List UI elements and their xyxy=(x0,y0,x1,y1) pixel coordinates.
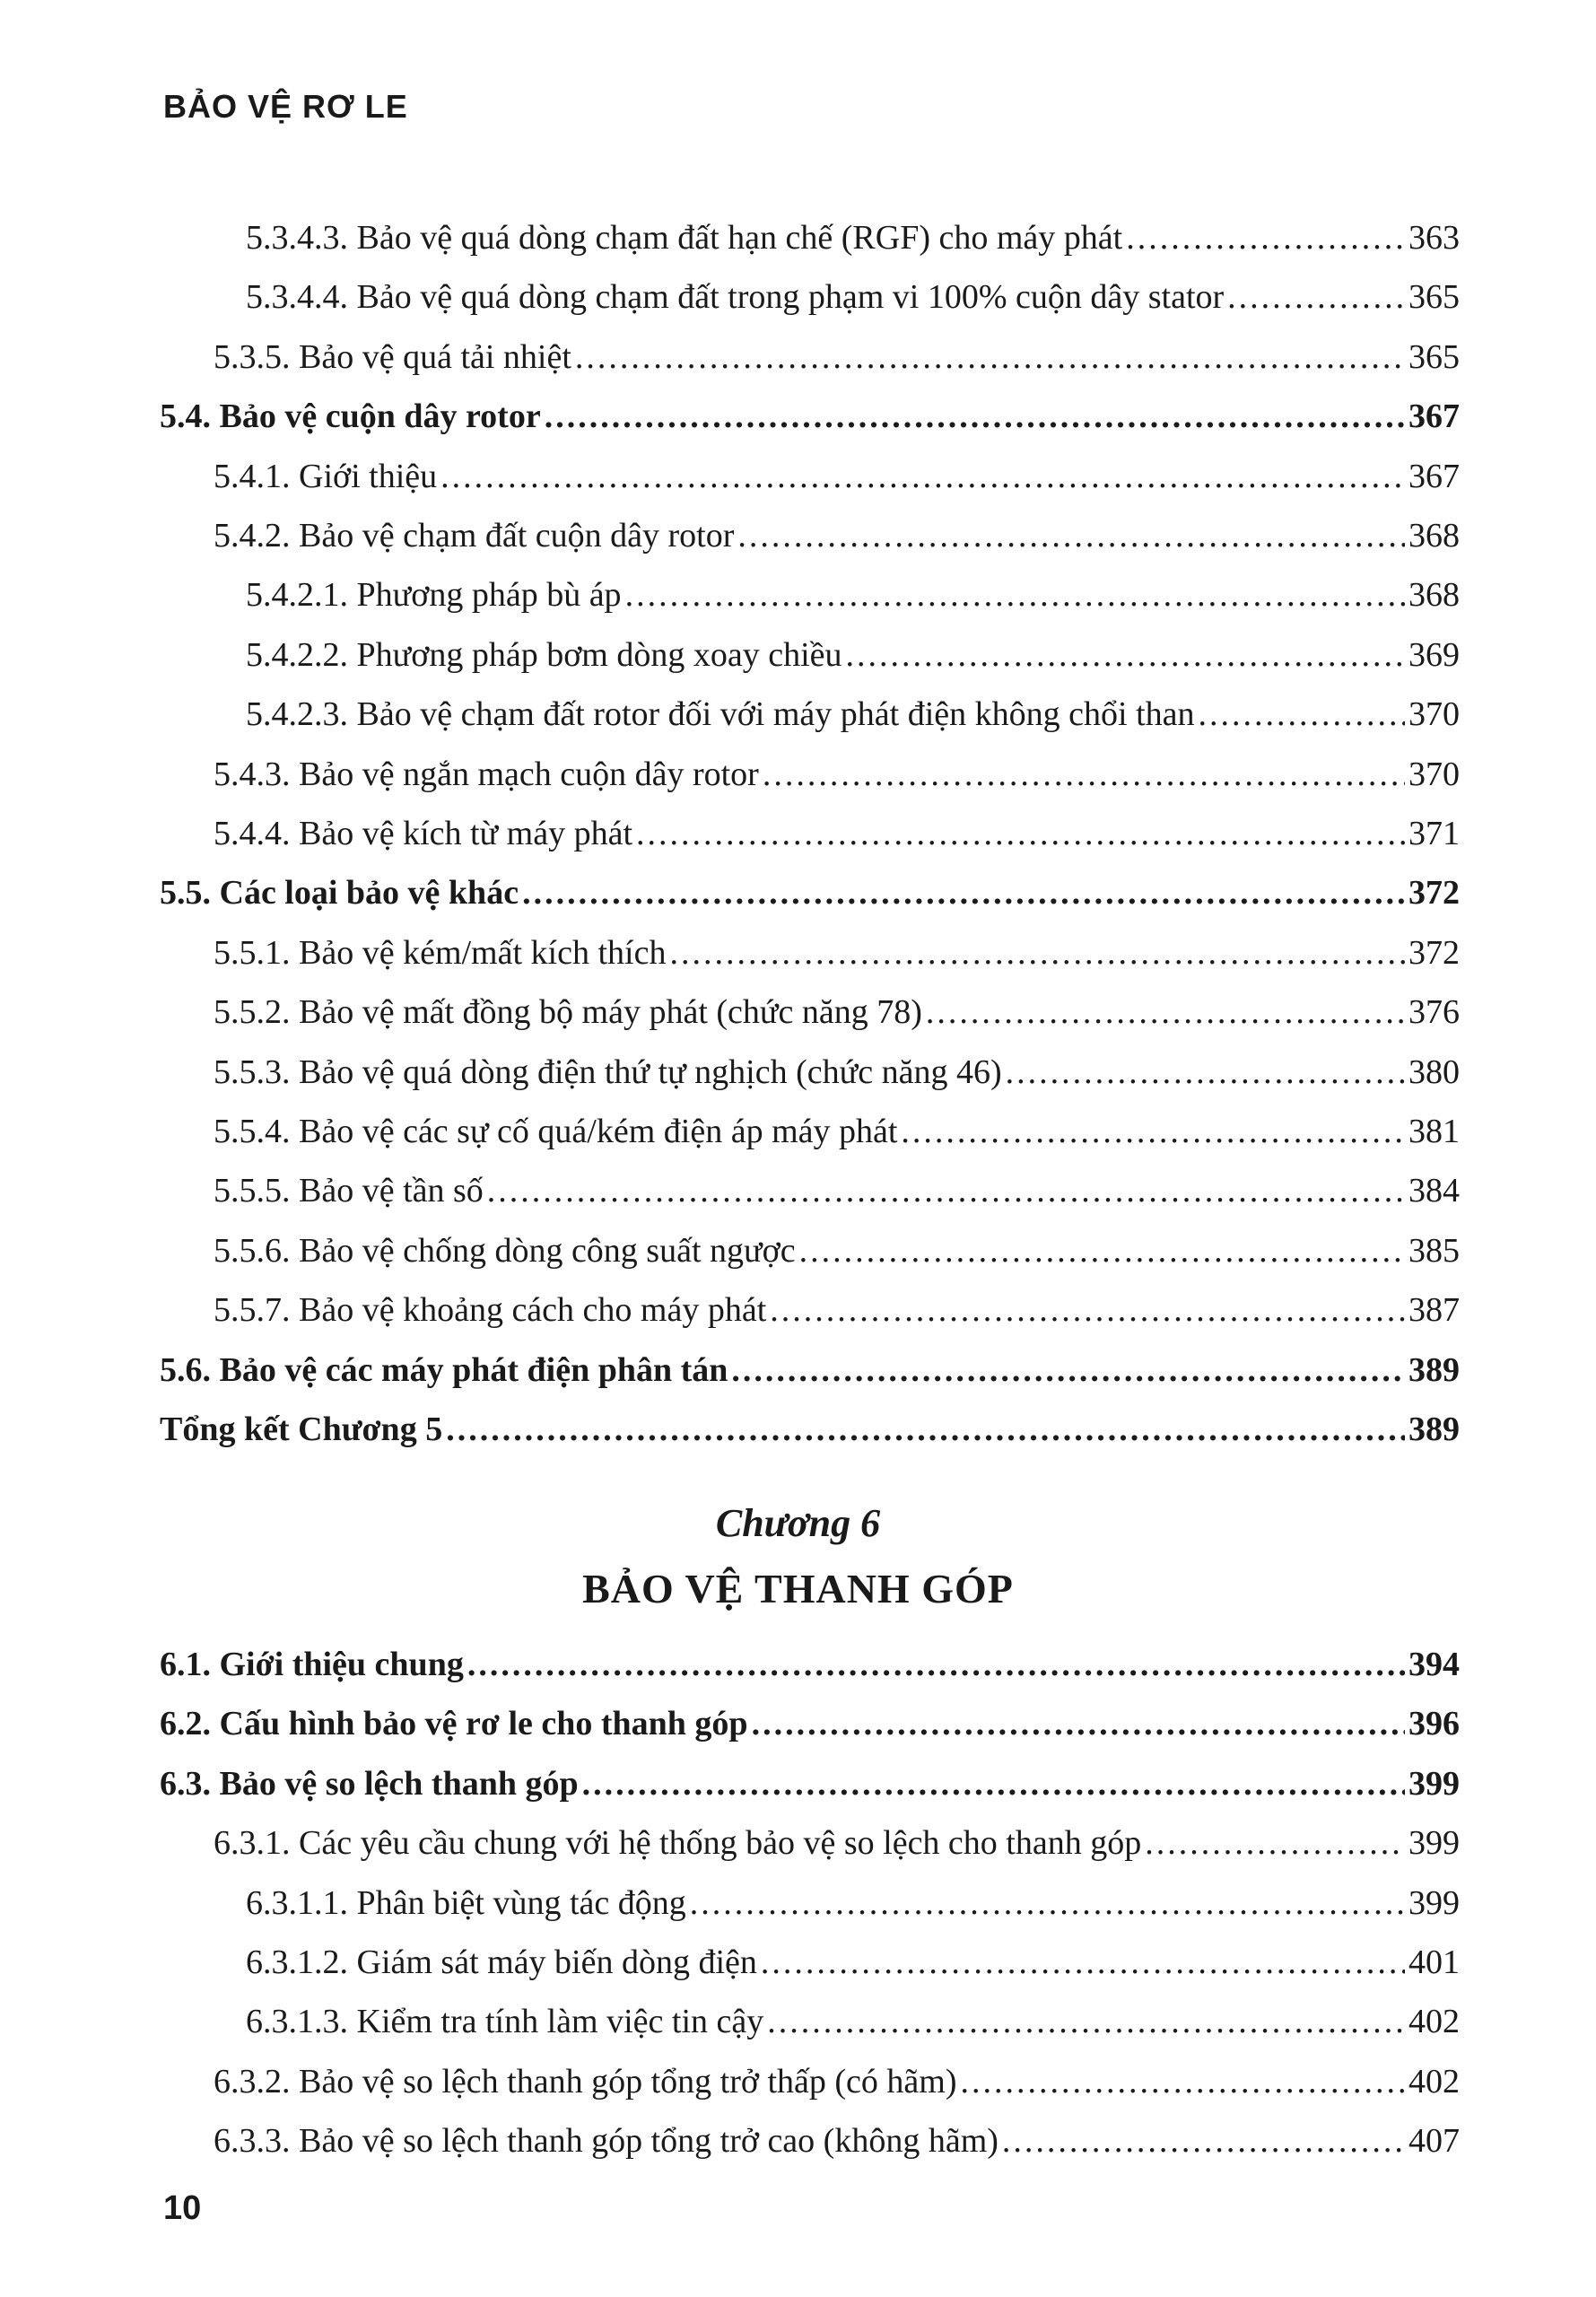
toc-entry xyxy=(214,506,1460,565)
toc-entry-page: 389 xyxy=(1408,1350,1460,1389)
toc-entry-label: 6.3.1.2. Giám sát máy biến dòng điện xyxy=(246,1943,757,1981)
toc-entry-label: 5.5.6. Bảo vệ chống dòng công suất ngược xyxy=(214,1231,796,1270)
toc-entry-label: 5.4.1. Giới thiệu xyxy=(214,457,438,495)
toc-leader-dots xyxy=(636,804,1405,863)
toc-entry xyxy=(160,1754,1460,1813)
toc-leader-dots xyxy=(1006,1043,1405,1102)
toc-entry-page: 396 xyxy=(1408,1705,1460,1743)
toc-leader-dots xyxy=(1199,685,1406,744)
toc-entry-label: 6.3.1.3. Kiểm tra tính làm việc tin cậy xyxy=(246,2003,764,2041)
toc-entry-label: 5.4.2.3. Bảo vệ chạm đất rotor đối với máy phát điện không chổi than xyxy=(246,695,1195,734)
toc-entry-page: 399 xyxy=(1408,1824,1460,1863)
toc-entry-page: 402 xyxy=(1408,2003,1460,2041)
toc-leader-dots xyxy=(545,387,1405,446)
toc-leader-dots xyxy=(487,1161,1405,1220)
toc-entry-page: 367 xyxy=(1408,397,1460,436)
toc-entry-page: 372 xyxy=(1408,874,1460,913)
toc-entry xyxy=(214,2111,1460,2170)
toc-entry-page: 369 xyxy=(1408,635,1460,674)
toc-entry-label: 5.5.2. Bảo vệ mất đồng bộ máy phát (chức năng 78) xyxy=(214,993,922,1032)
toc-leader-dots xyxy=(731,1341,1405,1400)
toc-entry-label: 6.3.1. Các yêu cầu chung với hệ thống bảo vệ so lệch cho thanh góp xyxy=(214,1824,1142,1863)
toc-leader-dots xyxy=(761,1933,1405,1992)
toc-entry-label: 6.2. Cấu hình bảo vệ rơ le cho thanh góp xyxy=(160,1705,748,1743)
toc-entry-page: 384 xyxy=(1408,1172,1460,1210)
toc-leader-dots xyxy=(1145,1813,1405,1873)
toc-entry xyxy=(214,983,1460,1042)
toc-leader-dots xyxy=(752,1694,1405,1753)
toc-entry-page: 407 xyxy=(1408,2122,1460,2161)
toc-entry-page: 368 xyxy=(1408,517,1460,555)
toc-leader-dots xyxy=(1227,267,1405,327)
toc-entry-label: 5.4.2.1. Phương pháp bù áp xyxy=(246,576,622,615)
toc-entry-page: 368 xyxy=(1408,576,1460,615)
toc-entry xyxy=(214,1280,1460,1340)
toc-entry-label: 5.4.2. Bảo vệ chạm đất cuộn dây rotor xyxy=(214,517,735,555)
toc-entry-label: 6.3.1.1. Phân biệt vùng tác động xyxy=(246,1883,686,1922)
toc-entry-page: 381 xyxy=(1408,1113,1460,1150)
toc-entry-page: 401 xyxy=(1408,1943,1460,1981)
toc-entry-label: Tổng kết Chương 5 xyxy=(160,1411,443,1448)
toc-entry-label: 5.5.5. Bảo vệ tần số xyxy=(214,1172,484,1210)
toc-leader-dots xyxy=(669,923,1405,983)
toc-entry xyxy=(214,1813,1460,1873)
toc-entry-label: 5.3.4.4. Bảo vệ quá dòng chạm đất trong phạm vi 100% cuộn dây stator xyxy=(246,278,1225,317)
chapter-title: BẢO VỆ THANH GÓP xyxy=(582,1566,1014,1611)
toc-entry-page: 399 xyxy=(1408,1883,1460,1922)
toc-entry-page: 370 xyxy=(1408,695,1460,734)
toc-leader-dots xyxy=(763,745,1405,804)
toc-entry-page: 402 xyxy=(1408,2062,1460,2100)
toc-entry xyxy=(214,1161,1460,1220)
toc-entry-label: 5.6. Bảo vệ các máy phát điện phân tán xyxy=(160,1350,728,1389)
toc-leader-dots xyxy=(1002,2111,1405,2170)
toc-entry xyxy=(246,1873,1460,1933)
toc-leader-dots xyxy=(901,1102,1405,1161)
toc-entry xyxy=(160,387,1460,446)
toc-entry xyxy=(246,565,1460,624)
toc-entry-label: 5.4.3. Bảo vệ ngắn mạch cuộn dây rotor xyxy=(214,755,759,793)
toc-entry xyxy=(160,1635,1460,1694)
toc-entry-label: 5.4.2.2. Phương pháp bơm dòng xoay chiều xyxy=(246,635,842,674)
toc-entry-page: 380 xyxy=(1408,1052,1460,1091)
toc-entry-page: 370 xyxy=(1408,755,1460,793)
toc-entry-page: 387 xyxy=(1408,1291,1460,1330)
toc-entry-label: 5.5.3. Bảo vệ quá dòng điện thứ tự nghịch (chức năng 46) xyxy=(214,1052,1002,1091)
toc-entry-label: 6.3.3. Bảo vệ so lệch thanh góp tổng trở cao (không hãm) xyxy=(214,2122,999,2161)
toc-entry-label: 5.3.4.3. Bảo vệ quá dòng chạm đất hạn chế (RGF) cho máy phát xyxy=(246,219,1123,257)
toc-entry xyxy=(246,267,1460,327)
toc-entry xyxy=(214,804,1460,863)
toc-entry-label: 5.5. Các loại bảo vệ khác xyxy=(160,874,519,913)
toc-entry-page: 385 xyxy=(1408,1231,1460,1270)
toc-entry-page: 394 xyxy=(1408,1646,1460,1683)
toc-leader-dots xyxy=(440,447,1405,506)
toc-entry xyxy=(214,1043,1460,1102)
toc-entry xyxy=(160,863,1460,922)
toc-entry-label: 6.1. Giới thiệu chung xyxy=(160,1646,464,1683)
toc-entry xyxy=(160,1341,1460,1400)
toc-entry-label: 5.5.1. Bảo vệ kém/mất kích thích xyxy=(214,933,667,972)
toc-entry xyxy=(214,1102,1460,1161)
toc-entry xyxy=(246,1992,1460,2051)
toc-leader-dots xyxy=(926,983,1405,1042)
toc-leader-dots xyxy=(467,1635,1405,1694)
toc-entry xyxy=(160,1694,1460,1753)
toc-entry xyxy=(214,745,1460,804)
toc-leader-dots xyxy=(446,1400,1405,1459)
page-number: 10 xyxy=(163,2189,202,2227)
toc-leader-dots xyxy=(846,625,1406,685)
toc-leader-dots xyxy=(737,506,1405,565)
toc-entry-page: 365 xyxy=(1408,337,1460,376)
toc-leader-dots xyxy=(767,1992,1405,2051)
toc-entry-label: 5.3.5. Bảo vệ quá tải nhiệt xyxy=(214,337,571,376)
toc-entry-page: 389 xyxy=(1408,1411,1460,1448)
toc-entry xyxy=(214,447,1460,506)
toc-entry-page: 399 xyxy=(1408,1764,1460,1803)
toc-entry-label: 6.3.2. Bảo vệ so lệch thanh góp tổng trở thấp (có hãm) xyxy=(214,2062,957,2100)
toc-entry xyxy=(214,328,1460,387)
toc-entry-label: 5.5.7. Bảo vệ khoảng cách cho máy phát xyxy=(214,1291,767,1330)
toc-entry-page: 376 xyxy=(1408,993,1460,1032)
toc-entry xyxy=(214,1221,1460,1280)
toc-entry xyxy=(246,625,1460,685)
toc-entry-page: 367 xyxy=(1408,457,1460,495)
toc-entry xyxy=(214,923,1460,983)
toc-leader-dots xyxy=(960,2052,1405,2111)
toc-entry xyxy=(246,1933,1460,1992)
toc-leader-dots xyxy=(575,328,1405,387)
toc-entry xyxy=(214,2052,1460,2111)
toc-entry xyxy=(246,685,1460,744)
toc-entry xyxy=(246,208,1460,267)
toc-entry-page: 363 xyxy=(1408,219,1460,257)
toc-entry-label: 6.3. Bảo vệ so lệch thanh góp xyxy=(160,1764,579,1803)
toc-leader-dots xyxy=(625,565,1405,624)
toc-leader-dots xyxy=(522,863,1405,922)
toc-entry-page: 365 xyxy=(1408,278,1460,317)
toc-entry xyxy=(160,1400,1460,1459)
toc-leader-dots xyxy=(1126,208,1405,267)
chapter-label: Chương 6 xyxy=(715,1501,881,1545)
toc-entry-page: 371 xyxy=(1408,815,1460,852)
running-head: BẢO VỆ RƠ LE xyxy=(163,88,408,125)
toc-entry-label: 5.4. Bảo vệ cuộn dây rotor xyxy=(160,397,541,436)
toc-entry-page: 372 xyxy=(1408,933,1460,972)
toc-leader-dots xyxy=(799,1221,1405,1280)
toc-entry-label: 5.4.4. Bảo vệ kích từ máy phát xyxy=(214,815,633,852)
toc-leader-dots xyxy=(582,1754,1405,1813)
toc-leader-dots xyxy=(770,1280,1405,1340)
toc-leader-dots xyxy=(690,1873,1405,1933)
toc-entry-label: 5.5.4. Bảo vệ các sự cố quá/kém điện áp máy phát xyxy=(214,1113,898,1150)
